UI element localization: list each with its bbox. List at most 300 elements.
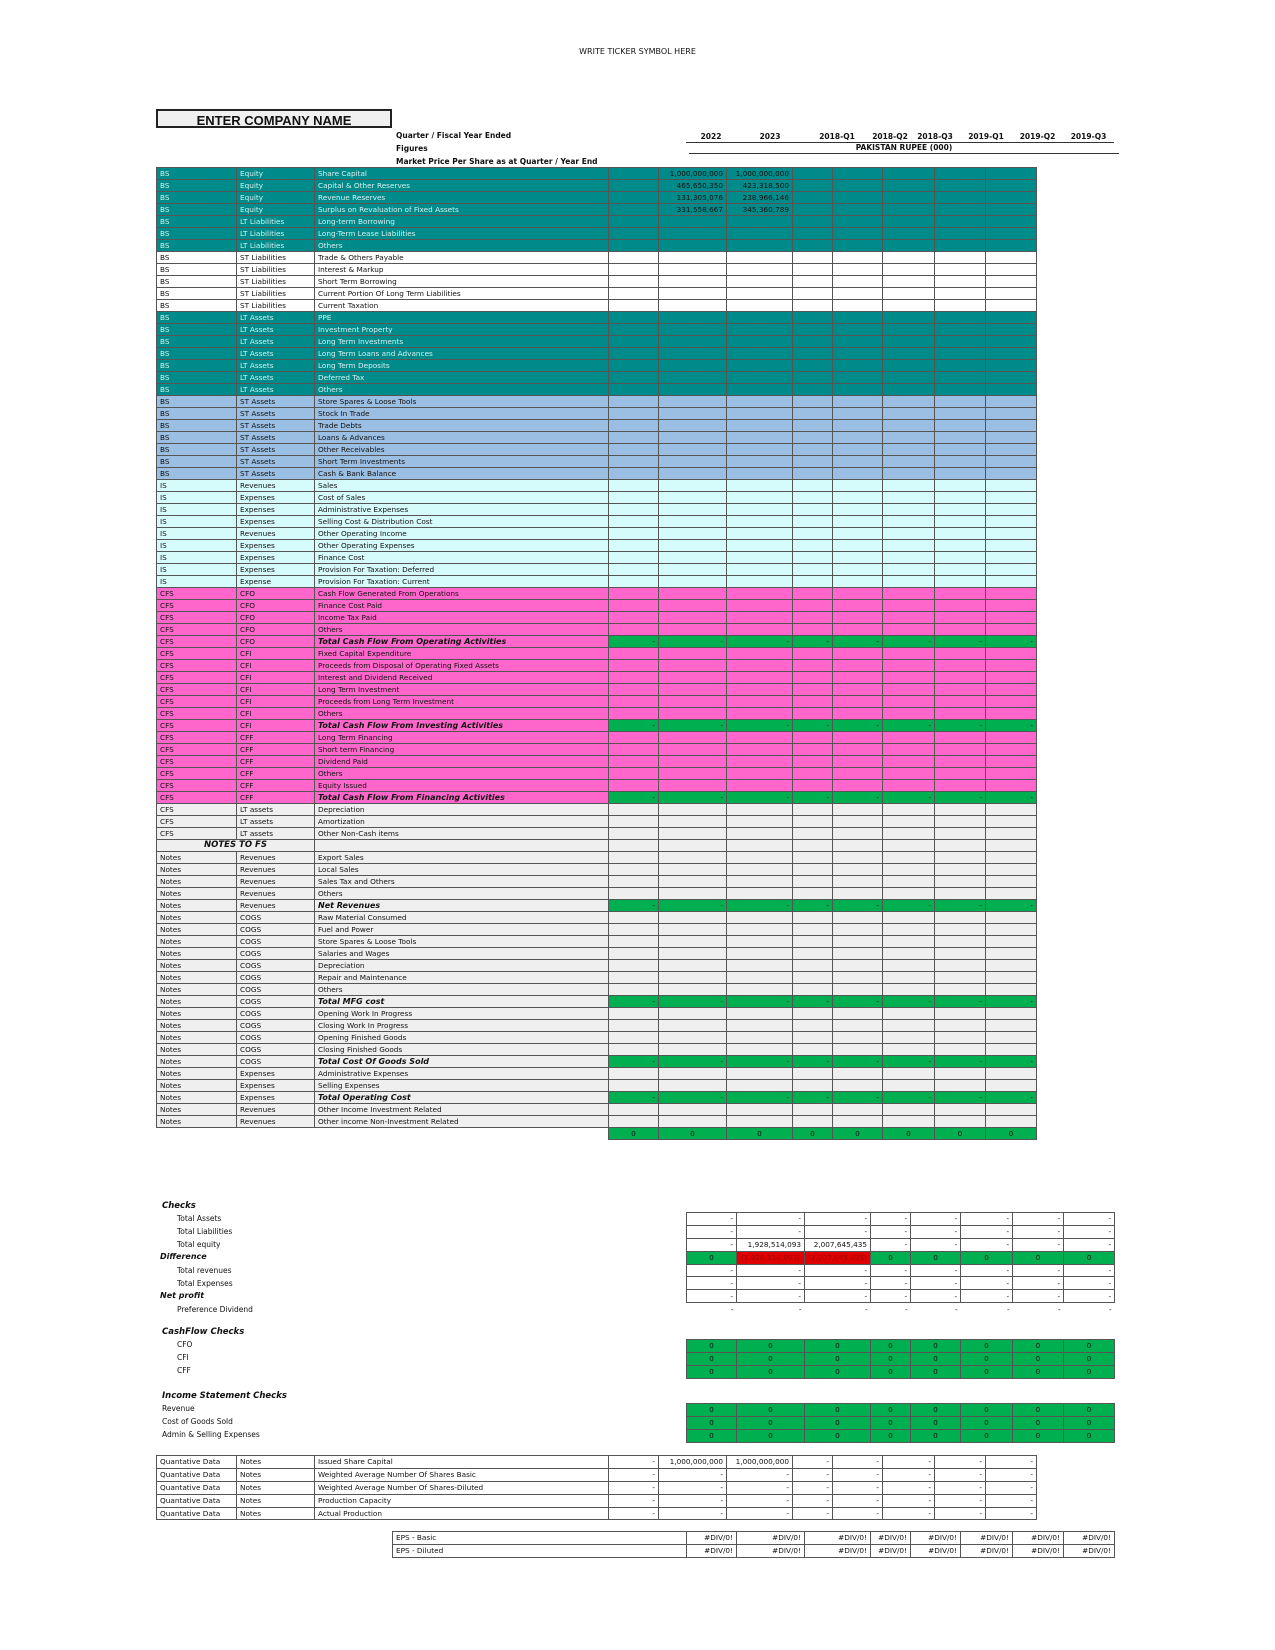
value-cell[interactable] [609,972,659,984]
value-cell[interactable] [833,660,883,672]
value-cell[interactable]: - [986,1481,1037,1494]
value-cell[interactable] [935,264,986,276]
value-cell[interactable] [659,948,727,960]
value-cell[interactable] [659,456,727,468]
value-cell[interactable]: 423,318,500 [727,180,793,192]
value-cell[interactable] [986,600,1037,612]
value-cell[interactable]: 345,360,789 [727,204,793,216]
value-cell[interactable] [986,804,1037,816]
value-cell[interactable] [986,612,1037,624]
value-cell[interactable] [793,456,833,468]
value-cell[interactable] [609,876,659,888]
value-cell[interactable] [833,828,883,840]
value-cell[interactable] [727,264,793,276]
value-cell[interactable] [883,396,935,408]
value-cell[interactable]: - [883,720,935,732]
value-cell[interactable] [793,804,833,816]
value-cell[interactable]: - [986,1468,1037,1481]
value-cell[interactable] [609,360,659,372]
value-cell[interactable]: - [986,1456,1037,1469]
value-cell[interactable] [793,312,833,324]
value-cell[interactable] [609,888,659,900]
value-cell[interactable] [833,600,883,612]
value-cell[interactable] [793,876,833,888]
value-cell[interactable] [833,324,883,336]
value-cell[interactable] [833,948,883,960]
value-cell[interactable] [727,684,793,696]
value-cell[interactable] [986,384,1037,396]
value-cell[interactable] [986,828,1037,840]
value-cell[interactable] [986,960,1037,972]
value-cell[interactable]: - [883,900,935,912]
value-cell[interactable]: - [833,996,883,1008]
value-cell[interactable]: - [935,636,986,648]
value-cell[interactable] [986,768,1037,780]
value-cell[interactable] [727,504,793,516]
value-cell[interactable] [659,912,727,924]
value-cell[interactable] [986,480,1037,492]
value-cell[interactable]: - [609,1494,659,1507]
value-cell[interactable]: - [883,1468,935,1481]
value-cell[interactable] [883,504,935,516]
value-cell[interactable] [986,972,1037,984]
value-cell[interactable] [727,804,793,816]
value-cell[interactable]: - [793,792,833,804]
value-cell[interactable]: - [727,1507,793,1520]
value-cell[interactable] [609,828,659,840]
value-cell[interactable] [727,1032,793,1044]
value-cell[interactable] [935,600,986,612]
value-cell[interactable] [935,1008,986,1020]
value-cell[interactable] [935,1116,986,1128]
value-cell[interactable] [659,336,727,348]
value-cell[interactable] [727,456,793,468]
value-cell[interactable]: - [793,1092,833,1104]
value-cell[interactable] [609,540,659,552]
value-cell[interactable] [833,984,883,996]
value-cell[interactable] [986,456,1037,468]
value-cell[interactable] [833,840,883,852]
value-cell[interactable] [935,324,986,336]
value-cell[interactable] [727,816,793,828]
value-cell[interactable] [986,936,1037,948]
value-cell[interactable]: 1,000,000,000 [659,1456,727,1469]
value-cell[interactable] [659,480,727,492]
value-cell[interactable] [659,252,727,264]
value-cell[interactable] [793,348,833,360]
value-cell[interactable] [935,516,986,528]
value-cell[interactable] [935,612,986,624]
value-cell[interactable]: - [883,1056,935,1068]
value-cell[interactable] [727,828,793,840]
value-cell[interactable] [793,360,833,372]
value-cell[interactable] [727,1116,793,1128]
value-cell[interactable] [609,276,659,288]
value-cell[interactable] [986,1008,1037,1020]
value-cell[interactable] [609,1116,659,1128]
value-cell[interactable]: - [883,996,935,1008]
value-cell[interactable] [833,744,883,756]
value-cell[interactable] [935,276,986,288]
value-cell[interactable] [609,300,659,312]
value-cell[interactable]: - [935,1494,986,1507]
value-cell[interactable] [935,288,986,300]
value-cell[interactable] [793,204,833,216]
value-cell[interactable] [883,672,935,684]
value-cell[interactable] [793,216,833,228]
value-cell[interactable] [883,852,935,864]
value-cell[interactable] [883,612,935,624]
value-cell[interactable] [609,468,659,480]
value-cell[interactable] [659,588,727,600]
value-cell[interactable] [935,756,986,768]
value-cell[interactable] [727,984,793,996]
value-cell[interactable] [659,228,727,240]
value-cell[interactable] [793,240,833,252]
value-cell[interactable] [986,648,1037,660]
value-cell[interactable] [793,840,833,852]
value-cell[interactable] [883,348,935,360]
value-cell[interactable] [727,252,793,264]
value-cell[interactable] [986,228,1037,240]
value-cell[interactable] [659,372,727,384]
value-cell[interactable] [833,732,883,744]
value-cell[interactable]: - [727,636,793,648]
value-cell[interactable] [793,780,833,792]
value-cell[interactable] [935,696,986,708]
value-cell[interactable] [833,696,883,708]
value-cell[interactable] [935,204,986,216]
value-cell[interactable]: - [986,720,1037,732]
value-cell[interactable] [659,492,727,504]
value-cell[interactable] [935,348,986,360]
value-cell[interactable] [793,648,833,660]
value-cell[interactable]: - [883,1507,935,1520]
value-cell[interactable] [883,516,935,528]
value-cell[interactable] [793,1068,833,1080]
value-cell[interactable] [659,600,727,612]
value-cell[interactable] [986,660,1037,672]
value-cell[interactable] [883,552,935,564]
value-cell[interactable]: - [609,900,659,912]
value-cell[interactable] [883,660,935,672]
value-cell[interactable]: - [727,900,793,912]
value-cell[interactable] [986,336,1037,348]
value-cell[interactable] [659,696,727,708]
value-cell[interactable]: - [935,792,986,804]
value-cell[interactable] [986,948,1037,960]
value-cell[interactable] [883,384,935,396]
value-cell[interactable] [883,624,935,636]
value-cell[interactable] [609,1020,659,1032]
value-cell[interactable]: - [986,1056,1037,1068]
value-cell[interactable] [659,1104,727,1116]
value-cell[interactable] [883,420,935,432]
value-cell[interactable]: - [793,1468,833,1481]
value-cell[interactable] [727,912,793,924]
value-cell[interactable] [935,924,986,936]
value-cell[interactable] [659,1068,727,1080]
value-cell[interactable] [793,492,833,504]
value-cell[interactable] [793,732,833,744]
value-cell[interactable] [986,276,1037,288]
value-cell[interactable] [659,264,727,276]
value-cell[interactable]: - [935,900,986,912]
value-cell[interactable] [833,408,883,420]
value-cell[interactable] [609,492,659,504]
value-cell[interactable] [659,396,727,408]
value-cell[interactable] [883,288,935,300]
value-cell[interactable] [793,1104,833,1116]
value-cell[interactable]: - [833,636,883,648]
value-cell[interactable] [833,312,883,324]
value-cell[interactable] [833,264,883,276]
value-cell[interactable] [935,804,986,816]
value-cell[interactable] [986,528,1037,540]
value-cell[interactable] [935,948,986,960]
value-cell[interactable] [986,204,1037,216]
value-cell[interactable] [935,888,986,900]
value-cell[interactable] [727,528,793,540]
value-cell[interactable] [833,852,883,864]
value-cell[interactable] [833,252,883,264]
value-cell[interactable] [986,924,1037,936]
value-cell[interactable]: - [659,1494,727,1507]
value-cell[interactable]: - [935,1456,986,1469]
value-cell[interactable] [986,1032,1037,1044]
value-cell[interactable] [727,420,793,432]
value-cell[interactable]: - [659,636,727,648]
value-cell[interactable]: 1,000,000,000 [727,168,793,180]
value-cell[interactable] [793,180,833,192]
value-cell[interactable] [609,192,659,204]
value-cell[interactable] [793,432,833,444]
value-cell[interactable] [609,168,659,180]
value-cell[interactable] [935,876,986,888]
value-cell[interactable] [833,576,883,588]
value-cell[interactable] [659,1008,727,1020]
value-cell[interactable] [883,1068,935,1080]
value-cell[interactable] [883,648,935,660]
value-cell[interactable] [883,528,935,540]
value-cell[interactable]: - [935,996,986,1008]
value-cell[interactable]: - [935,1481,986,1494]
value-cell[interactable] [609,432,659,444]
value-cell[interactable]: 465,650,350 [659,180,727,192]
value-cell[interactable] [986,588,1037,600]
value-cell[interactable] [609,1080,659,1092]
value-cell[interactable] [793,888,833,900]
value-cell[interactable]: - [609,1481,659,1494]
value-cell[interactable]: - [986,636,1037,648]
value-cell[interactable] [609,204,659,216]
value-cell[interactable]: 1,000,000,000 [727,1456,793,1469]
value-cell[interactable] [659,780,727,792]
value-cell[interactable] [935,588,986,600]
value-cell[interactable]: - [833,1507,883,1520]
value-cell[interactable] [793,768,833,780]
value-cell[interactable] [833,816,883,828]
value-cell[interactable] [883,300,935,312]
value-cell[interactable] [727,480,793,492]
value-cell[interactable] [935,684,986,696]
value-cell[interactable]: - [833,1481,883,1494]
value-cell[interactable] [986,672,1037,684]
value-cell[interactable] [986,492,1037,504]
value-cell[interactable] [986,912,1037,924]
value-cell[interactable] [609,396,659,408]
value-cell[interactable] [883,1032,935,1044]
value-cell[interactable] [609,924,659,936]
value-cell[interactable] [793,408,833,420]
value-cell[interactable] [833,1032,883,1044]
value-cell[interactable]: - [833,1468,883,1481]
value-cell[interactable] [793,684,833,696]
value-cell[interactable] [727,216,793,228]
value-cell[interactable] [935,228,986,240]
value-cell[interactable] [833,1020,883,1032]
value-cell[interactable] [986,1104,1037,1116]
value-cell[interactable] [727,924,793,936]
value-cell[interactable] [935,672,986,684]
value-cell[interactable] [883,240,935,252]
value-cell[interactable] [659,420,727,432]
value-cell[interactable] [986,1080,1037,1092]
value-cell[interactable] [609,624,659,636]
value-cell[interactable]: - [883,1456,935,1469]
value-cell[interactable] [609,1068,659,1080]
value-cell[interactable] [609,480,659,492]
value-cell[interactable] [793,252,833,264]
value-cell[interactable] [883,480,935,492]
value-cell[interactable] [609,444,659,456]
value-cell[interactable] [883,192,935,204]
value-cell[interactable] [833,396,883,408]
value-cell[interactable] [986,1044,1037,1056]
value-cell[interactable] [883,804,935,816]
value-cell[interactable] [659,1020,727,1032]
value-cell[interactable] [883,960,935,972]
value-cell[interactable] [793,708,833,720]
value-cell[interactable] [883,276,935,288]
value-cell[interactable] [793,564,833,576]
value-cell[interactable] [986,312,1037,324]
value-cell[interactable] [883,1044,935,1056]
value-cell[interactable] [935,912,986,924]
value-cell[interactable] [727,1068,793,1080]
value-cell[interactable] [883,600,935,612]
value-cell[interactable] [727,312,793,324]
value-cell[interactable] [935,1104,986,1116]
value-cell[interactable] [833,936,883,948]
value-cell[interactable] [883,780,935,792]
value-cell[interactable] [727,360,793,372]
value-cell[interactable]: 131,305,076 [659,192,727,204]
value-cell[interactable] [833,240,883,252]
value-cell[interactable] [727,552,793,564]
value-cell[interactable]: - [659,792,727,804]
value-cell[interactable] [883,360,935,372]
value-cell[interactable] [793,420,833,432]
value-cell[interactable] [609,708,659,720]
value-cell[interactable] [609,756,659,768]
value-cell[interactable] [986,744,1037,756]
value-cell[interactable] [986,240,1037,252]
value-cell[interactable] [609,804,659,816]
value-cell[interactable] [609,312,659,324]
value-cell[interactable] [935,216,986,228]
value-cell[interactable] [793,276,833,288]
value-cell[interactable] [935,444,986,456]
value-cell[interactable] [609,984,659,996]
value-cell[interactable] [727,384,793,396]
value-cell[interactable]: - [609,1092,659,1104]
value-cell[interactable] [793,816,833,828]
value-cell[interactable] [833,360,883,372]
value-cell[interactable]: - [727,720,793,732]
value-cell[interactable] [609,1044,659,1056]
value-cell[interactable] [727,612,793,624]
value-cell[interactable] [727,588,793,600]
value-cell[interactable] [659,240,727,252]
value-cell[interactable] [727,732,793,744]
value-cell[interactable] [986,816,1037,828]
value-cell[interactable] [659,576,727,588]
value-cell[interactable] [986,432,1037,444]
value-cell[interactable] [793,540,833,552]
value-cell[interactable]: - [793,1456,833,1469]
value-cell[interactable] [727,276,793,288]
value-cell[interactable] [935,168,986,180]
value-cell[interactable]: - [793,1507,833,1520]
value-cell[interactable] [935,768,986,780]
value-cell[interactable] [793,924,833,936]
value-cell[interactable] [986,540,1037,552]
value-cell[interactable] [727,324,793,336]
value-cell[interactable] [727,516,793,528]
value-cell[interactable] [935,708,986,720]
value-cell[interactable]: - [609,1456,659,1469]
value-cell[interactable] [986,864,1037,876]
value-cell[interactable]: - [727,792,793,804]
value-cell[interactable] [833,972,883,984]
value-cell[interactable] [793,168,833,180]
value-cell[interactable] [609,660,659,672]
value-cell[interactable] [659,468,727,480]
value-cell[interactable] [659,960,727,972]
value-cell[interactable] [986,192,1037,204]
value-cell[interactable] [935,180,986,192]
value-cell[interactable] [986,516,1037,528]
value-cell[interactable] [883,168,935,180]
value-cell[interactable] [883,1104,935,1116]
value-cell[interactable] [793,528,833,540]
value-cell[interactable] [883,876,935,888]
value-cell[interactable] [935,372,986,384]
value-cell[interactable] [986,264,1037,276]
value-cell[interactable] [609,816,659,828]
value-cell[interactable] [883,816,935,828]
value-cell[interactable] [935,312,986,324]
value-cell[interactable] [935,192,986,204]
value-cell[interactable] [609,780,659,792]
value-cell[interactable] [833,528,883,540]
value-cell[interactable] [833,864,883,876]
value-cell[interactable] [609,936,659,948]
value-cell[interactable] [793,972,833,984]
value-cell[interactable] [609,576,659,588]
value-cell[interactable] [833,288,883,300]
